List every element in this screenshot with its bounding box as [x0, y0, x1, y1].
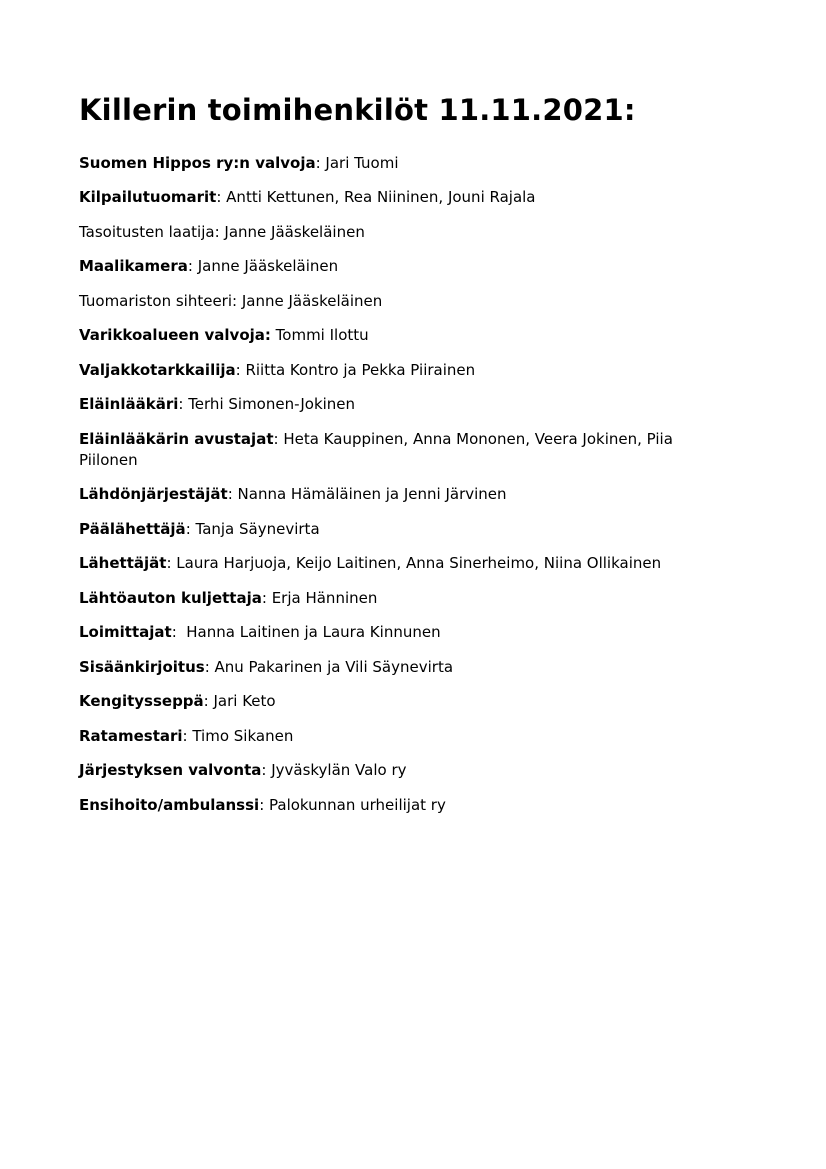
official-names: Jyväskylän Valo ry: [271, 761, 407, 780]
official-names: Laura Harjuoja, Keijo Laitinen, Anna Sinerheimo, Niina Ollikainen: [176, 554, 662, 573]
official-role-label: Loimittajat: [79, 623, 172, 642]
official-names-line2: Piilonen: [79, 450, 138, 469]
official-entry: [79, 360, 747, 381]
official-names: Nanna Hämäläinen ja Jenni Järvinen: [237, 485, 507, 504]
official-names: Janne Jääskeläinen: [241, 291, 383, 310]
official-names: Terhi Simonen-Jokinen: [188, 395, 356, 414]
official-entry: [79, 256, 747, 277]
official-entry: [79, 291, 747, 312]
official-role-label: Järjestyksen valvonta: [79, 761, 262, 780]
official-role-label: Ensihoito/ambulanssi: [79, 795, 260, 814]
entry-separator: :: [273, 429, 284, 448]
official-role-label: Maalikamera: [79, 257, 188, 276]
official-names: Tommi Ilottu: [275, 326, 369, 345]
official-names: Antti Kettunen, Rea Niininen, Jouni Rajala: [226, 188, 536, 207]
official-role-label: Kilpailutuomarit: [79, 188, 217, 207]
official-role-label: Kengitysseppä: [79, 692, 204, 711]
entry-separator: :: [204, 657, 215, 676]
officials-list: [79, 153, 747, 816]
official-role-label: Eläinlääkärin avustajat: [79, 429, 274, 448]
official-names: Heta Kauppinen, Anna Mononen, Veera Jokinen, Piia: [283, 429, 673, 448]
page-title: Killerin toimihenkilöt 11.11.2021:: [79, 93, 636, 127]
entry-separator: :: [216, 188, 227, 207]
official-entry: [79, 153, 747, 174]
official-role-label: Suomen Hippos ry:n valvoja: [79, 153, 316, 172]
official-names: Janne Jääskeläinen: [224, 222, 365, 241]
entry-separator: :: [227, 485, 238, 504]
entry-separator: :: [214, 222, 225, 241]
official-entry: [79, 429, 747, 471]
official-entry: [79, 760, 747, 781]
entry-separator: :: [315, 153, 326, 172]
entry-separator: :: [261, 588, 272, 607]
entry-separator: :: [232, 291, 242, 310]
official-names: Hanna Laitinen ja Laura Kinnunen: [186, 623, 441, 642]
official-names: Jari Keto: [213, 692, 276, 711]
official-entry: [79, 519, 747, 540]
official-role-label: Sisäänkirjoitus: [79, 657, 205, 676]
official-entry: [79, 553, 747, 574]
official-names: Janne Jääskeläinen: [197, 257, 339, 276]
official-names: Timo Sikanen: [192, 726, 294, 745]
official-role-label: Tasoitusten laatija: [79, 222, 215, 241]
official-entry: [79, 187, 747, 208]
official-names: Tanja Säynevirta: [195, 519, 320, 538]
entry-separator: :: [178, 395, 189, 414]
entry-separator: :: [166, 554, 177, 573]
official-names: Erja Hänninen: [271, 588, 378, 607]
entry-separator: :: [185, 519, 196, 538]
entry-separator: :: [187, 257, 198, 276]
official-role-label: Lähettäjät: [79, 554, 167, 573]
official-entry: [79, 622, 747, 643]
entry-separator: :: [182, 726, 193, 745]
official-names: Jari Tuomi: [325, 153, 399, 172]
official-names: Riitta Kontro ja Pekka Piirainen: [245, 360, 476, 379]
official-entry: [79, 394, 747, 415]
official-role-label: Lähdönjärjestäjät: [79, 485, 228, 504]
official-entry: [79, 222, 747, 243]
entry-separator: :: [259, 795, 270, 814]
official-role-label: Lähtöauton kuljettaja: [79, 588, 262, 607]
official-entry: [79, 795, 747, 816]
entry-separator: :: [203, 692, 214, 711]
official-role-label: Ratamestari: [79, 726, 183, 745]
official-entry: [79, 657, 747, 678]
official-names: Palokunnan urheilijat ry: [269, 795, 446, 814]
entry-separator: :: [171, 623, 187, 642]
official-role-label: Valjakkotarkkailija: [79, 360, 236, 379]
official-names: Anu Pakarinen ja Vili Säynevirta: [214, 657, 454, 676]
official-role-label: Varikkoalueen valvoja:: [79, 326, 271, 345]
official-entry: [79, 726, 747, 747]
entry-separator: :: [261, 761, 272, 780]
official-entry: [79, 325, 747, 346]
official-entry: [79, 691, 747, 712]
entry-separator: :: [235, 360, 246, 379]
official-role-label: Tuomariston sihteeri: [79, 291, 233, 310]
official-role-label: Päälähettäjä: [79, 519, 186, 538]
official-role-label: Eläinlääkäri: [79, 395, 179, 414]
official-entry: [79, 588, 747, 609]
official-entry: [79, 484, 747, 505]
